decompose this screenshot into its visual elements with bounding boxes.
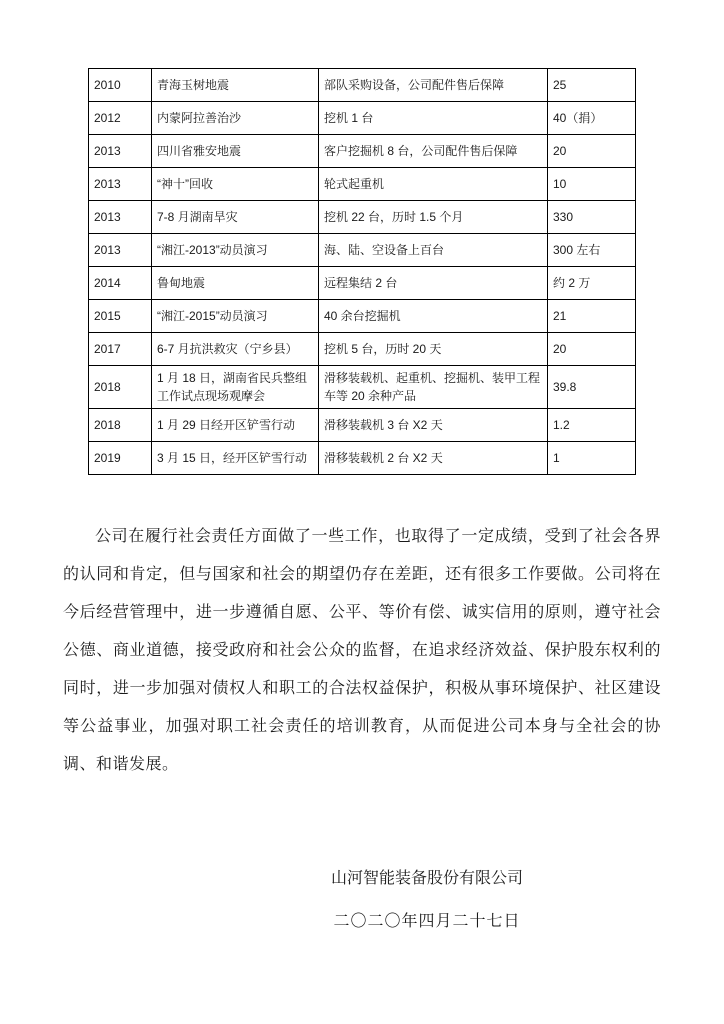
table-row (89, 135, 636, 168)
year-cell: 2013 (89, 168, 152, 201)
event-cell: 青海玉树地震 (152, 69, 319, 102)
equipment-cell: 远程集结 2 台 (319, 267, 548, 300)
amount-cell: 21 (548, 300, 636, 333)
year-cell: 2013 (89, 201, 152, 234)
amount-cell: 约 2 万 (548, 267, 636, 300)
event-cell: 鲁甸地震 (152, 267, 319, 300)
event-cell: “湘江-2015”动员演习 (152, 300, 319, 333)
signature-block (331, 868, 523, 933)
signature-date: 二〇二〇年四月二十七日 (333, 913, 521, 930)
equipment-cell: 挖机 22 台，历时 1.5 个月 (319, 201, 548, 234)
amount-cell: 1.2 (548, 409, 636, 442)
event-cell: “神十”回收 (152, 168, 319, 201)
equipment-cell: 挖机 1 台 (319, 102, 548, 135)
table-row (89, 69, 636, 102)
table-row (89, 366, 636, 409)
amount-cell: 20 (548, 135, 636, 168)
amount-cell: 330 (548, 201, 636, 234)
table-row (89, 409, 636, 442)
social-responsibility-table (88, 68, 636, 475)
event-cell: 1 月 29 日经开区铲雪行动 (152, 409, 319, 442)
closing-paragraph: 公司在履行社会责任方面做了一些工作，也取得了一定成绩，受到了社会各界的认同和肯定，但与国家和社会的期望仍存在差距，还有很多工作要做。公司将在今后经营管理中，进一步遵循自愿、公平、等价有偿、诚实信用的原则，遵守社会公德、商业道德，接受政府和社会公众的监督，在追求经济效益、保护股东权利的同时，进一步加强对债权人和职工的合法权益保护，积极从事环境保护、社区建设等公益事业，加强对职工社会责任的培训教育，从而促进公司本身与全社会的协调、和谐发展。 (63, 528, 661, 773)
equipment-cell: 滑移装载机、起重机、挖掘机、装甲工程车等 20 余种产品 (319, 366, 548, 409)
amount-cell: 20 (548, 333, 636, 366)
equipment-cell: 海、陆、空设备上百台 (319, 234, 548, 267)
year-cell: 2018 (89, 366, 152, 409)
year-cell: 2019 (89, 442, 152, 475)
event-cell: 3 月 15 日，经开区铲雪行动 (152, 442, 319, 475)
year-cell: 2014 (89, 267, 152, 300)
year-cell: 2013 (89, 135, 152, 168)
table-row (89, 201, 636, 234)
table-row (89, 267, 636, 300)
equipment-cell: 轮式起重机 (319, 168, 548, 201)
year-cell: 2013 (89, 234, 152, 267)
equipment-cell: 滑移装载机 3 台 X2 天 (319, 409, 548, 442)
year-cell: 2018 (89, 409, 152, 442)
event-cell: 内蒙阿拉善治沙 (152, 102, 319, 135)
table-row (89, 234, 636, 267)
event-cell: 1 月 18 日，湖南省民兵整组工作试点现场观摩会 (152, 366, 319, 409)
year-cell: 2010 (89, 69, 152, 102)
event-cell: 6-7 月抗洪救灾（宁乡县） (152, 333, 319, 366)
amount-cell: 40（捐） (548, 102, 636, 135)
equipment-cell: 部队采购设备，公司配件售后保障 (319, 69, 548, 102)
year-cell: 2015 (89, 300, 152, 333)
amount-cell: 25 (548, 69, 636, 102)
year-cell: 2012 (89, 102, 152, 135)
table-row (89, 442, 636, 475)
amount-cell: 1 (548, 442, 636, 475)
event-cell: “湘江-2013”动员演习 (152, 234, 319, 267)
event-cell: 7-8 月湖南旱灾 (152, 201, 319, 234)
table-row (89, 333, 636, 366)
amount-cell: 300 左右 (548, 234, 636, 267)
equipment-cell: 挖机 5 台，历时 20 天 (319, 333, 548, 366)
equipment-cell: 客户挖掘机 8 台，公司配件售后保障 (319, 135, 548, 168)
table-row (89, 300, 636, 333)
year-cell: 2017 (89, 333, 152, 366)
table-row (89, 102, 636, 135)
event-cell: 四川省雅安地震 (152, 135, 319, 168)
table-row (89, 168, 636, 201)
equipment-cell: 40 余台挖掘机 (319, 300, 548, 333)
amount-cell: 39.8 (548, 366, 636, 409)
equipment-cell: 滑移装载机 2 台 X2 天 (319, 442, 548, 475)
amount-cell: 10 (548, 168, 636, 201)
company-name: 山河智能装备股份有限公司 (330, 870, 524, 887)
